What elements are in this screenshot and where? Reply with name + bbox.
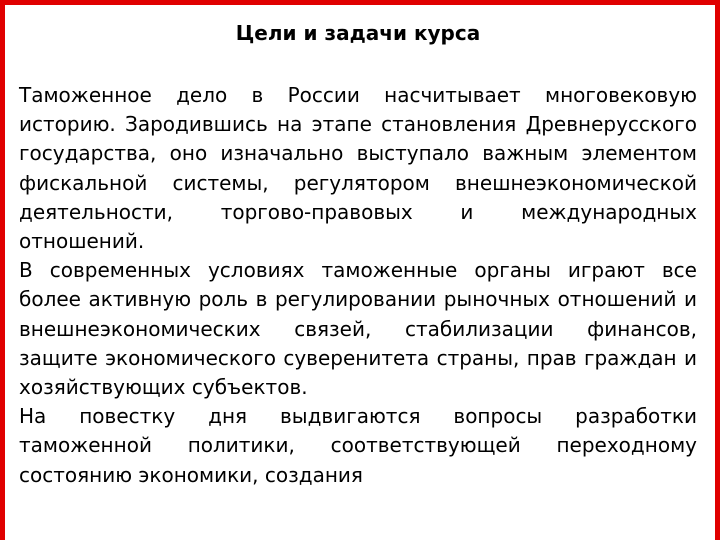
- slide-content: [19, 21, 697, 490]
- paragraph-agenda: На повестку дня выдвигаются вопросы разработки таможенной политики, соответствующей переходному состоянию экономики, создания: [19, 404, 697, 487]
- slide-title: Цели и задачи курса: [235, 21, 481, 45]
- paragraph-modern-role: В современных условиях таможенные органы играют все более активную роль в регулировании рыночных отношений и внешнеэкономических связей, стабилизации финансов, защите экономического суверенитета страны, прав граждан и хозяйствующих субъектов.: [19, 258, 697, 400]
- paragraph-history: Таможенное дело в России насчитывает многовековую историю. Зародившись на этапе становления Древнерусского государства, оно изначально выступало важным элементом фискальной системы, регулятором внешнеэкономической деятельности, торгово-правовых и международных отношений.: [19, 83, 697, 254]
